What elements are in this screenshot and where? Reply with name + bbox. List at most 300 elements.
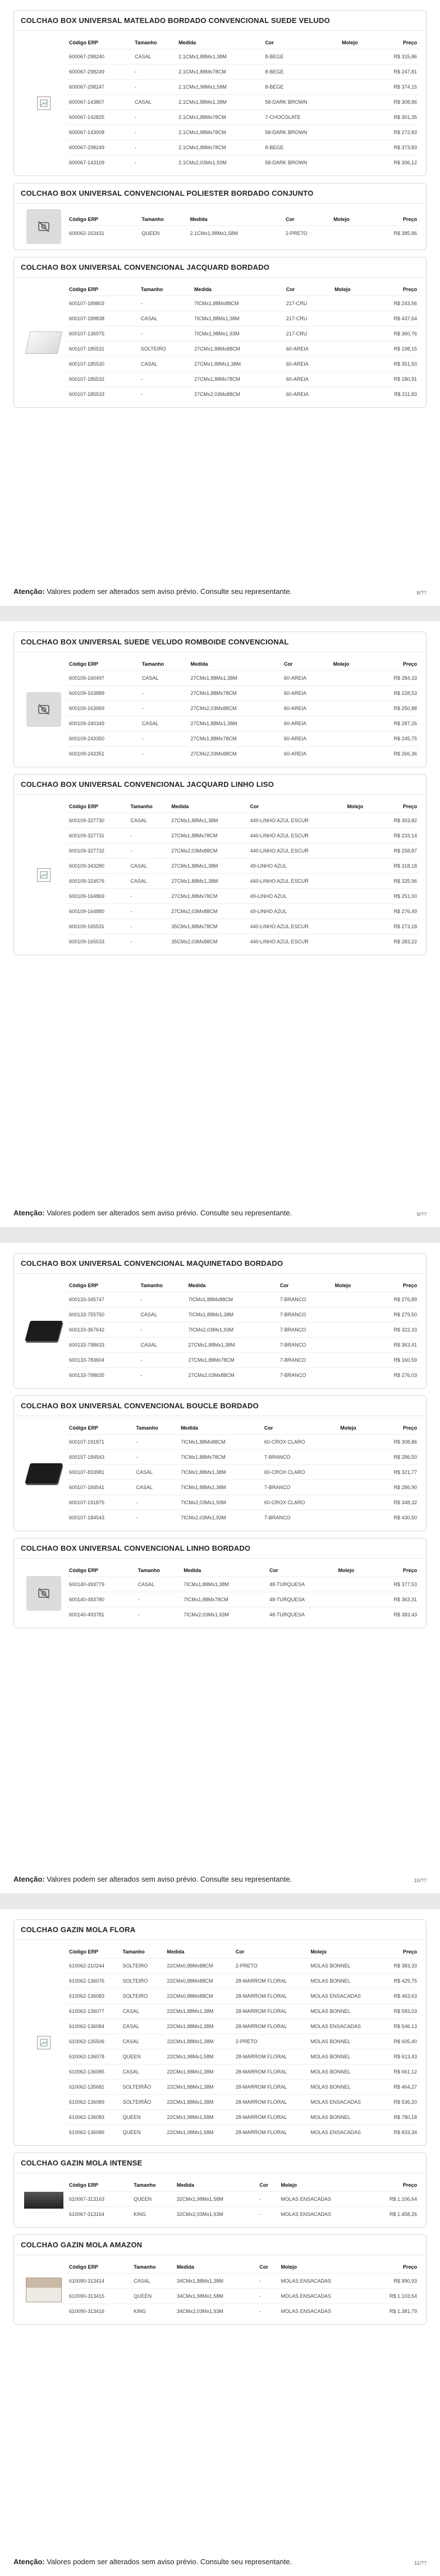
cell-spring <box>340 125 373 140</box>
cell-measure: 2.1CMx1,88Mx78CM <box>176 64 263 80</box>
cell-code: 600109-160497 <box>67 671 140 686</box>
table-row <box>67 671 419 686</box>
cell-code: 600107-833981 <box>67 1465 134 1480</box>
cell-color: 28-MARROM FLORAL <box>233 2110 309 2125</box>
header-row <box>67 1564 419 1577</box>
cell-size: - <box>128 919 169 934</box>
cell-measure: 22CMx1,88Mx1,38M <box>164 2095 233 2110</box>
page-footer <box>0 1849 440 1893</box>
cell-spring: MOLAS ENSACADAS <box>308 2095 382 2110</box>
product-title: COLCHAO BOX UNIVERSAL CONVENCIONAL MAQUINETADO BORDADO <box>14 1254 426 1274</box>
cell-price: R$ 287,26 <box>368 716 419 731</box>
cell-size: SOLTEIRO <box>120 1974 164 1989</box>
page-separator <box>0 1227 440 1243</box>
cell-size: SOLTEIRÃO <box>120 2080 164 2095</box>
product-title: COLCHAO BOX UNIVERSAL CONVENCIONAL JACQUARD LINHO LISO <box>14 775 426 795</box>
column-header-size: Tamanho <box>135 40 157 45</box>
cell-spring <box>340 110 373 125</box>
cell-measure: 2.1CMx1,88Mx1,38M <box>176 95 263 110</box>
cell-spring: MOLAS BONNEL <box>308 2034 382 2049</box>
cell-code: 600067-298240 <box>67 49 132 64</box>
product-body <box>14 204 426 250</box>
cell-color: - <box>257 2304 278 2319</box>
column-header-color: Cor <box>235 1949 245 1955</box>
cell-measure: 2.1CMx1,88Mx1,38M <box>176 49 263 64</box>
table-row <box>67 874 419 889</box>
column-header-code: Código ERP <box>69 804 98 809</box>
cell-size: - <box>139 1368 186 1383</box>
cell-price: R$ 325,96 <box>377 874 419 889</box>
cell-spring <box>331 686 369 701</box>
cell-spring <box>333 1307 369 1322</box>
product-image <box>21 1576 67 1611</box>
cell-size: - <box>139 1292 186 1307</box>
column-header-spring: Molejo <box>333 661 350 667</box>
cell-measure: 7ICMx1,88Mx1,38M <box>178 1465 262 1480</box>
product-card <box>13 2153 427 2228</box>
column-header-color: Cor <box>264 1425 273 1431</box>
cell-code: 600107-191875 <box>67 1495 134 1510</box>
table-row <box>67 2034 419 2049</box>
cell-color: 8-BEGE <box>263 64 340 80</box>
cell-code: 600109-165531 <box>67 919 128 934</box>
cell-color: 58-DARK BROWN <box>263 155 340 170</box>
cell-color: 7-BRANCO <box>278 1307 333 1322</box>
price-table <box>67 1279 419 1383</box>
cell-price: R$ 1.106,64 <box>368 2192 419 2207</box>
cell-size: CASAL <box>128 813 169 828</box>
cell-spring: MOLAS BONNEL <box>308 2049 382 2065</box>
cell-spring: MOLAS BONNEL <box>308 1974 382 1989</box>
product-body <box>14 2173 426 2227</box>
cell-price: R$ 211,83 <box>369 387 419 402</box>
cell-price: R$ 780,18 <box>382 2110 419 2125</box>
cell-code: 600109-243351 <box>67 746 140 762</box>
table-row <box>67 2004 419 2019</box>
price-notice <box>13 2557 292 2566</box>
cell-measure: 22CMx1,98Mx1,58M <box>164 2049 233 2065</box>
cell-code: 600157-184543 <box>67 1450 134 1465</box>
cell-code: 600062-163431 <box>67 225 139 241</box>
cell-color: 440-LINHO AZUL ESCUR <box>248 919 345 934</box>
column-header-code: Código ERP <box>69 661 98 667</box>
cell-spring <box>340 155 373 170</box>
table-row <box>67 2065 419 2080</box>
cell-spring <box>338 1510 372 1526</box>
cell-code: 600140-493780 <box>67 1592 136 1607</box>
table-row <box>67 934 419 950</box>
cell-spring: MOLAS BONNEL <box>308 2065 382 2080</box>
table-row <box>67 326 419 342</box>
table-row <box>67 1592 419 1607</box>
cell-code: 600067-143008 <box>67 125 132 140</box>
product-body <box>14 2255 426 2324</box>
price-table <box>67 1946 419 2140</box>
product-card <box>13 1538 427 1628</box>
column-header-code: Código ERP <box>69 1283 98 1288</box>
cell-measure: 2.1CMx1,98Mx1,58M <box>176 80 263 95</box>
cell-size: - <box>128 934 169 950</box>
cell-code: 600107-189838 <box>67 311 139 326</box>
cell-size: CASAL <box>139 311 192 326</box>
cell-code: 600109-163889 <box>67 686 140 701</box>
cell-color: 48-TURQUESA <box>267 1577 336 1592</box>
cell-measure: 27CMx1,88Mx78CM <box>192 372 284 387</box>
price-notice <box>13 1875 292 1883</box>
column-header-spring: Molejo <box>338 1568 355 1573</box>
cell-code: 600109-164880 <box>67 904 128 919</box>
cell-spring: MOLAS ENSACADAS <box>278 2274 367 2289</box>
catalog-page <box>0 1909 440 2576</box>
table-row <box>67 686 419 701</box>
page-content <box>0 1909 440 2531</box>
cell-color: 217-CRU <box>284 326 332 342</box>
cell-color: 60-CROX CLARO <box>262 1465 338 1480</box>
cell-color: 440-LINHO AZUL ESCUR <box>248 813 345 828</box>
column-header-spring: Molejo <box>334 287 351 292</box>
cell-measure: 2.1CMx1,88Mx78CM <box>176 140 263 155</box>
product-image <box>21 1321 67 1341</box>
table-row <box>67 1607 419 1623</box>
product-body <box>14 1416 426 1531</box>
cell-price: R$ 348,32 <box>373 1495 419 1510</box>
cell-spring: MOLAS ENSACADAS <box>278 2192 367 2207</box>
table-row <box>67 731 419 746</box>
cell-price: R$ 283,22 <box>377 934 419 950</box>
cell-measure: 27CMx1,88Mx1,38M <box>188 716 281 731</box>
cell-price: R$ 303,82 <box>377 813 419 828</box>
product-image <box>21 2192 67 2209</box>
cell-spring <box>338 1450 372 1465</box>
cell-spring <box>331 746 369 762</box>
cell-code: 610090-313415 <box>67 2289 131 2304</box>
column-header-code: Código ERP <box>69 1949 98 1955</box>
cell-spring <box>345 828 376 844</box>
cell-spring: MOLAS ENSACADAS <box>308 1989 382 2004</box>
no-image-icon <box>26 209 61 244</box>
cell-price: R$ 613,43 <box>382 2049 419 2065</box>
cell-size: - <box>132 155 176 170</box>
cell-size: - <box>140 746 189 762</box>
cell-price: R$ 360,76 <box>369 326 419 342</box>
table-row <box>67 1495 419 1510</box>
cell-measure: 27CMx2,03Mx88CM <box>169 844 247 859</box>
column-header-color: Cor <box>259 2264 268 2270</box>
product-title: COLCHAO BOX UNIVERSAL CONVENCIONAL LINHO BORDADO <box>14 1538 426 1559</box>
column-header-code: Código ERP <box>69 2182 98 2188</box>
cell-code: 600067-142825 <box>67 110 132 125</box>
cell-measure: 2.1CMx1,98Mx1,58M <box>188 225 283 241</box>
cell-price: R$ 301,35 <box>373 110 419 125</box>
column-header-spring: Molejo <box>347 804 363 809</box>
table-body <box>67 1435 419 1526</box>
cell-size: - <box>128 844 169 859</box>
cell-spring <box>331 701 369 716</box>
cell-code: 600107-189803 <box>67 296 139 311</box>
cell-measure: 2.1CMx1,88Mx78CM <box>176 110 263 125</box>
product-body <box>14 795 426 955</box>
cell-price: R$ 318,18 <box>377 859 419 874</box>
table-row <box>67 140 419 155</box>
cell-measure: 22CMx0,88Mx88CM <box>164 1974 233 1989</box>
table-body <box>67 2192 419 2222</box>
cell-price: R$ 250,88 <box>368 701 419 716</box>
cell-spring <box>331 671 369 686</box>
header-row <box>67 800 419 813</box>
cell-size: KING <box>131 2207 175 2222</box>
cell-size: - <box>134 1450 178 1465</box>
cell-price: R$ 377,53 <box>371 1577 419 1592</box>
cell-size: - <box>128 904 169 919</box>
cell-price: R$ 374,15 <box>373 80 419 95</box>
column-header-size: Tamanho <box>122 1949 145 1955</box>
product-image <box>21 331 67 354</box>
cell-measure: 27CMx1,88Mx1,38M <box>169 874 247 889</box>
cell-color: 28-MARROM FLORAL <box>233 2125 309 2140</box>
cell-price: R$ 373,83 <box>373 140 419 155</box>
cell-measure: 7ICMx1,88Mx78CM <box>178 1450 262 1465</box>
table-row <box>67 1959 419 1974</box>
column-header-color: Cor <box>259 2182 268 2188</box>
cell-spring <box>332 311 369 326</box>
cell-spring <box>345 813 376 828</box>
cell-measure: 27CMx1,88Mx78CM <box>186 1353 277 1368</box>
price-notice <box>13 587 292 596</box>
column-header-spring: Molejo <box>334 1283 351 1288</box>
cell-color: 28-MARROM FLORAL <box>233 1974 309 1989</box>
cell-measure: 7ICMx1,88Mx1,38M <box>181 1577 267 1592</box>
cell-color: - <box>257 2207 278 2222</box>
cell-code: 600067-143807 <box>67 95 132 110</box>
cell-spring <box>345 919 376 934</box>
cell-measure: 27CMx1,88Mx1,38M <box>186 1338 277 1353</box>
table-body <box>67 296 419 402</box>
cell-price: R$ 385,86 <box>369 225 419 241</box>
product-title: COLCHAO GAZIN MOLA FLORA <box>14 1920 426 1940</box>
table-header <box>67 2261 419 2274</box>
box-base-photo <box>25 1463 63 1483</box>
cell-code: 610062-136086 <box>67 2125 120 2140</box>
cell-size: QUEEN <box>139 225 187 241</box>
cell-price: R$ 463,63 <box>382 1989 419 2004</box>
cell-spring: MOLAS BONNEL <box>308 2080 382 2095</box>
cell-code: 610062-136089 <box>67 2095 120 2110</box>
cell-measure: 27CMx1,88Mx1,38M <box>188 671 281 686</box>
cell-spring <box>333 1353 369 1368</box>
cell-price: R$ 276,89 <box>369 1292 419 1307</box>
cell-code: 610067-313163 <box>67 2192 131 2207</box>
cell-color: 58-DARK BROWN <box>263 125 340 140</box>
cell-price: R$ 383,43 <box>371 1607 419 1623</box>
table-row <box>67 716 419 731</box>
cell-spring <box>345 904 376 919</box>
cell-measure: 7ICMx2,03Mx1,93M <box>186 1322 277 1338</box>
cell-size: QUEEN <box>131 2192 175 2207</box>
cell-price: R$ 605,40 <box>382 2034 419 2049</box>
product-title: COLCHAO GAZIN MOLA INTENSE <box>14 2153 426 2173</box>
cell-measure: 22CMx1,98Mx1,58M <box>164 2110 233 2125</box>
cell-price: R$ 315,86 <box>373 49 419 64</box>
table-row <box>67 1292 419 1307</box>
cell-price: R$ 536,20 <box>382 2095 419 2110</box>
column-header-size: Tamanho <box>141 216 164 222</box>
cell-measure: 34CMx1,88Mx1,38M <box>175 2274 258 2289</box>
column-header-color: Cor <box>279 1283 289 1288</box>
table-row <box>67 2095 419 2110</box>
column-header-size: Tamanho <box>141 661 164 667</box>
column-header-price: Preço <box>402 1568 417 1573</box>
cell-measure: 27CMx1,88Mx78CM <box>169 889 247 904</box>
broken-image-icon <box>37 96 51 110</box>
column-header-price: Preço <box>402 40 417 45</box>
cell-spring <box>332 387 369 402</box>
cell-code: 600109-163969 <box>67 701 140 716</box>
cell-code: 600133-755750 <box>67 1307 139 1322</box>
cell-size: CASAL <box>140 671 189 686</box>
product-title: COLCHAO BOX UNIVERSAL CONVENCIONAL POLIESTER BORDADO CONJUNTO <box>14 183 426 204</box>
product-card <box>13 632 427 767</box>
table-header <box>67 800 419 813</box>
column-header-code: Código ERP <box>69 287 98 292</box>
table-header <box>67 658 419 671</box>
cell-spring <box>332 342 369 357</box>
cell-code: 600109-324576 <box>67 874 128 889</box>
notice-text: Valores podem ser alterados sem aviso prévio. Consulte seu representante. <box>44 1875 292 1883</box>
cell-spring <box>340 140 373 155</box>
cell-measure: 7ICMx1,88Mx1,38M <box>178 1480 262 1495</box>
column-header-measure: Medida <box>181 1425 199 1431</box>
product-image <box>21 1463 67 1483</box>
table-row <box>67 746 419 762</box>
cell-spring: MOLAS ENSACADAS <box>278 2304 367 2319</box>
cell-spring <box>331 731 369 746</box>
cell-code: 600109-243350 <box>67 731 140 746</box>
page-content <box>0 0 440 561</box>
cell-code: 600107-136975 <box>67 326 139 342</box>
product-title: COLCHAO BOX UNIVERSAL CONVENCIONAL BOUCLE BORDADO <box>14 1396 426 1416</box>
cell-color: 60-AREIA <box>282 671 331 686</box>
cell-color: 58-DARK BROWN <box>263 95 340 110</box>
cell-code: 600133-783604 <box>67 1353 139 1368</box>
cell-measure: 22CMx1,88Mx1,38M <box>164 2004 233 2019</box>
cell-measure: 27CMx2,03Mx88CM <box>192 387 284 402</box>
cell-spring <box>336 1592 372 1607</box>
cell-price: R$ 276,49 <box>377 904 419 919</box>
table-row <box>67 2192 419 2207</box>
column-header-color: Cor <box>265 40 274 45</box>
column-header-color: Cor <box>285 216 295 222</box>
cell-size: - <box>139 1353 186 1368</box>
no-image-icon <box>26 692 61 727</box>
cell-code: 600140-493781 <box>67 1607 136 1623</box>
column-header-code: Código ERP <box>69 1568 98 1573</box>
cell-price: R$ 266,36 <box>368 746 419 762</box>
cell-price: R$ 243,56 <box>369 296 419 311</box>
column-header-code: Código ERP <box>69 1425 98 1431</box>
cell-code: 600109-327731 <box>67 828 128 844</box>
price-table <box>67 283 419 402</box>
cell-size: - <box>139 1322 186 1338</box>
cell-color: 8-BEGE <box>263 80 340 95</box>
cell-measure: 7ICMx1,88Mx88CM <box>186 1292 277 1307</box>
product-body <box>14 31 426 176</box>
column-header-price: Preço <box>402 661 417 667</box>
header-row <box>67 283 419 296</box>
cell-measure: 22CMx1,88Mx1,38M <box>164 2080 233 2095</box>
table-body <box>67 1577 419 1623</box>
column-header-color: Cor <box>286 287 295 292</box>
cell-color: 28-MARROM FLORAL <box>233 2004 309 2019</box>
column-header-size: Tamanho <box>134 2182 156 2188</box>
product-image <box>21 868 67 882</box>
cell-price: R$ 286,90 <box>373 1480 419 1495</box>
cell-measure: 7ICMx2,03Mx1,93M <box>181 1607 267 1623</box>
column-header-size: Tamanho <box>130 804 153 809</box>
cell-color: 49-LINHO AZUL <box>248 889 345 904</box>
cell-color: 440-LINHO AZUL ESCUR <box>248 934 345 950</box>
header-row <box>67 213 419 226</box>
table-row <box>67 844 419 859</box>
cell-spring <box>345 844 376 859</box>
notice-label: Atenção: <box>13 587 45 596</box>
cell-size: KING <box>131 2304 175 2319</box>
cell-measure: 27CMx1,88Mx78CM <box>188 686 281 701</box>
table-row <box>67 1368 419 1383</box>
cell-measure: 27CMx1,88Mx1,38M <box>192 357 284 372</box>
product-image <box>21 96 67 110</box>
header-row <box>67 1422 419 1435</box>
price-table <box>67 2261 419 2319</box>
cell-price: R$ 833,34 <box>382 2125 419 2140</box>
page-separator <box>0 1893 440 1909</box>
column-header-size: Tamanho <box>134 2264 156 2270</box>
cell-color: 28-MARROM FLORAL <box>233 2080 309 2095</box>
cell-size: - <box>128 889 169 904</box>
cell-size: QUEEN <box>120 2110 164 2125</box>
table-row <box>67 1353 419 1368</box>
cell-size: CASAL <box>132 49 176 64</box>
table-row <box>67 1974 419 1989</box>
cell-price: R$ 306,12 <box>373 155 419 170</box>
column-header-measure: Medida <box>188 1283 206 1288</box>
cell-price: R$ 286,50 <box>373 1450 419 1465</box>
table-row <box>67 155 419 170</box>
cell-measure: 7ICMx1,98Mx1,93M <box>192 326 284 342</box>
table-row <box>67 919 419 934</box>
price-table <box>67 658 419 761</box>
column-header-price: Preço <box>402 804 417 809</box>
cell-price: R$ 429,75 <box>382 1974 419 1989</box>
cell-size: CASAL <box>134 1465 178 1480</box>
product-card <box>13 774 427 955</box>
cell-color: 7-BRANCO <box>278 1353 333 1368</box>
product-card <box>13 183 427 250</box>
cell-color: - <box>257 2192 278 2207</box>
cell-size: QUEEN <box>120 2049 164 2065</box>
column-header-price: Preço <box>402 2182 417 2188</box>
cell-price: R$ 363,41 <box>369 1338 419 1353</box>
column-header-price: Preço <box>402 1949 417 1955</box>
cell-spring: MOLAS ENSACADAS <box>308 2125 382 2140</box>
notice-text: Valores podem ser alterados sem aviso prévio. Consulte seu representante. <box>44 2557 292 2566</box>
cell-price: R$ 1.381,79 <box>368 2304 419 2319</box>
cell-size: CASAL <box>139 357 192 372</box>
cell-measure: 27CMx1,88Mx1,38M <box>169 859 247 874</box>
cell-color: 7-BRANCO <box>278 1338 333 1353</box>
table-row <box>67 2289 419 2304</box>
cell-spring: MOLAS ENSACADAS <box>308 2019 382 2034</box>
table-row <box>67 49 419 64</box>
